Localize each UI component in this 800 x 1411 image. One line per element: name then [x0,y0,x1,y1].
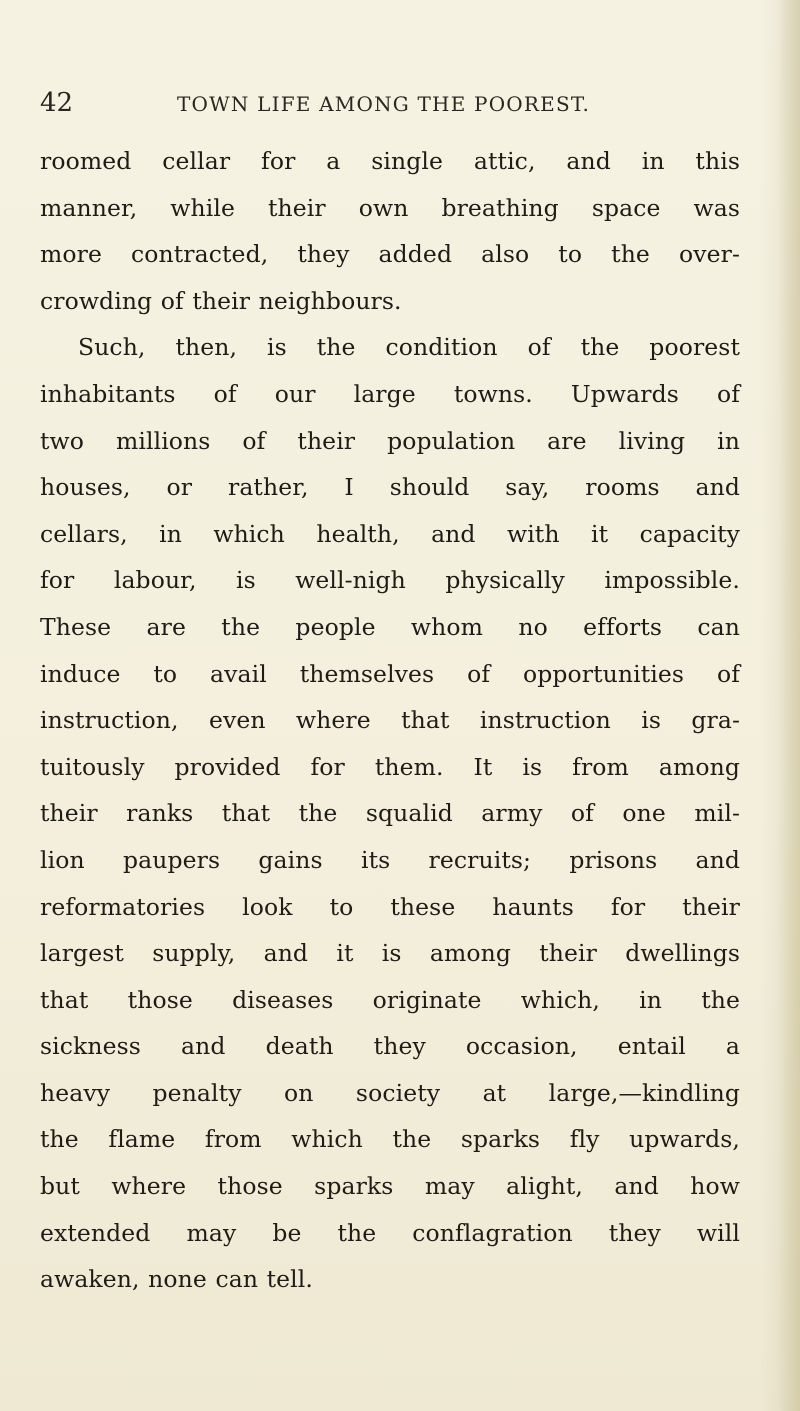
page-header [40,88,740,128]
text-line: induce to avail themselves of opportunities of [40,659,740,688]
text-line: two millions of their population are living in [40,426,740,455]
text-line: for labour, is well-nigh physically impossible. [40,566,740,595]
text-line: tuitously provided for them. It is from among [40,752,740,781]
text-line: sickness and death they occasion, entail a [40,1032,740,1061]
text-line: manner, while their own breathing space was [40,193,740,222]
text-line: crowding of their neighbours. [40,286,402,315]
text-line: houses, or rather, I should say, rooms and [40,473,740,502]
page-number: 42 [40,88,74,118]
text-line: more contracted, they added also to the over- [40,240,740,269]
text-line: awaken, none can tell. [40,1265,313,1294]
text-line: instruction, even where that instruction is gra- [40,706,740,735]
paragraph-start-line: Such, then, is the condition of the poorest [78,333,740,362]
text-line: but where those sparks may alight, and how [40,1172,740,1201]
body-text [40,138,740,1303]
text-line: heavy penalty on society at large,—kindling [40,1078,740,1107]
text-line: reformatories look to these haunts for their [40,892,740,921]
text-line: extended may be the conflagration they will [40,1218,740,1247]
text-line: lion paupers gains its recruits; prisons and [40,845,740,874]
text-line: inhabitants of our large towns. Upwards of [40,379,740,408]
text-line: their ranks that the squalid army of one mil- [40,799,740,828]
text-line: the flame from which the sparks fly upwards, [40,1125,740,1154]
text-line: cellars, in which health, and with it capacity [40,519,740,548]
text-line: roomed cellar for a single attic, and in this [40,147,740,175]
running-head: TOWN LIFE AMONG THE POOREST. [177,92,591,116]
page-edge-shadow [778,0,800,1411]
text-line: largest supply, and it is among their dwellings [40,939,740,968]
text-line: These are the people whom no efforts can [40,612,740,641]
text-line: that those diseases originate which, in the [40,985,740,1014]
